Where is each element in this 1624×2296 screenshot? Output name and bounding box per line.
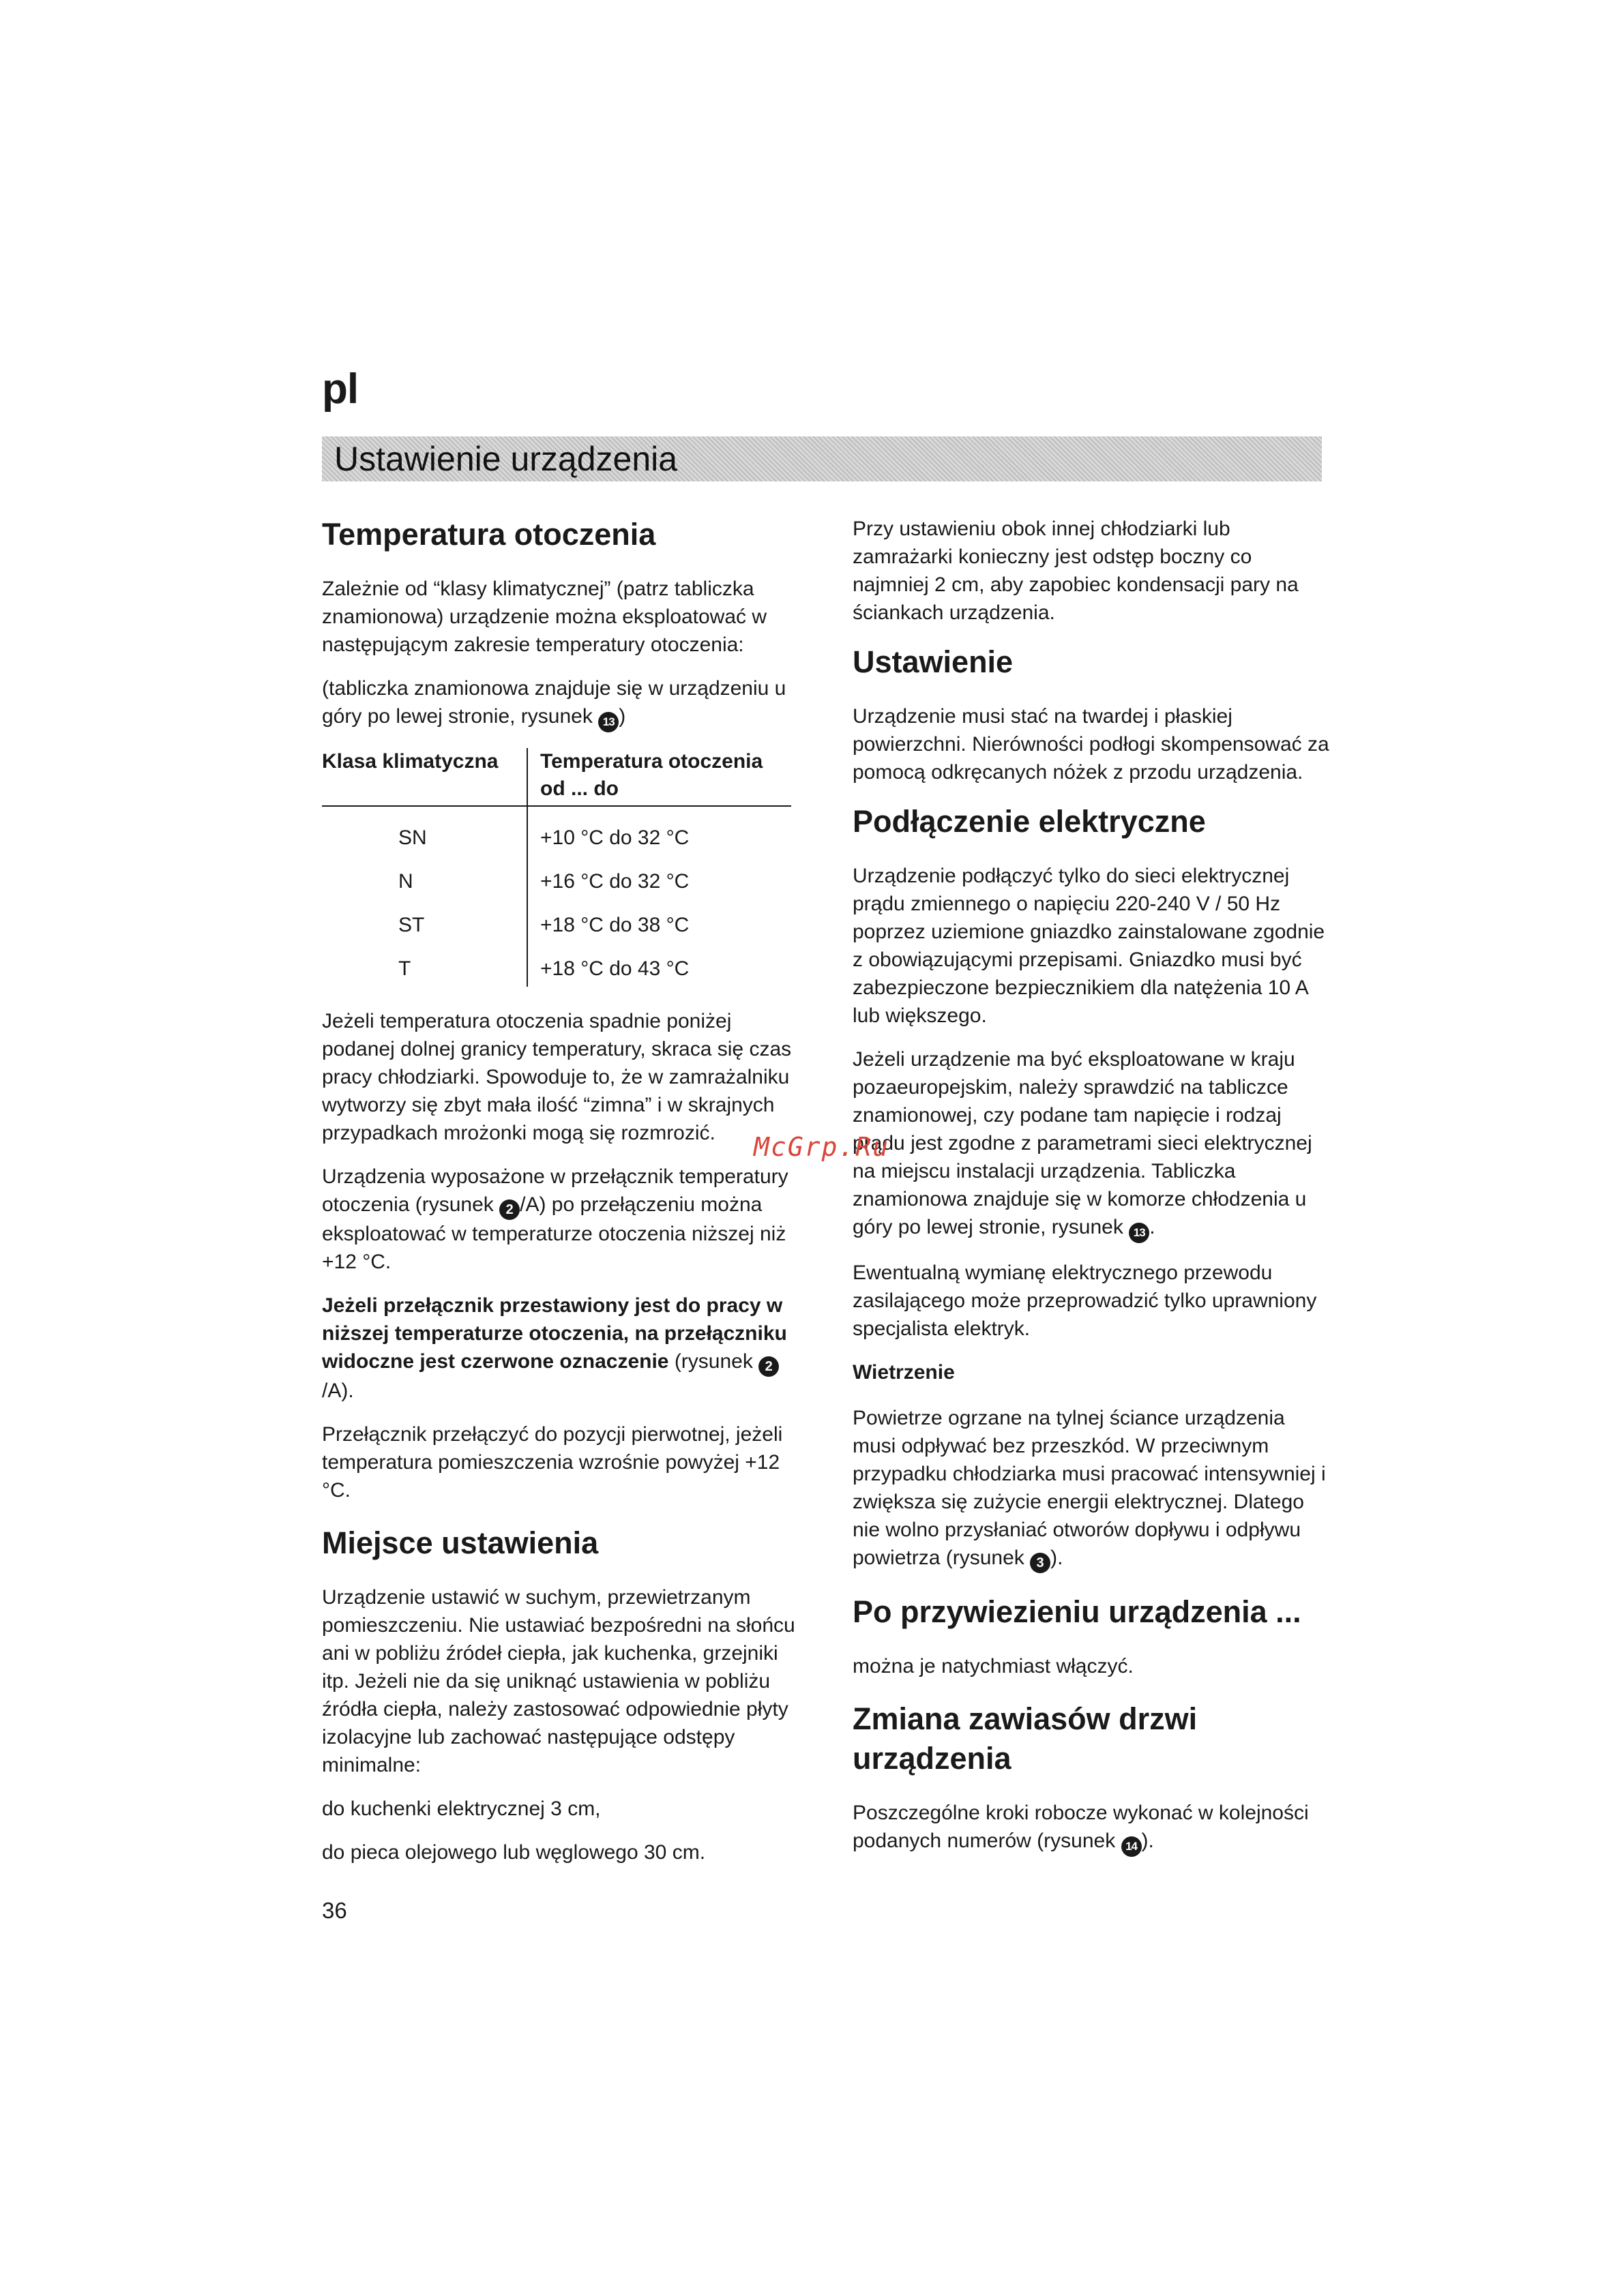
heading-wietrzenie: Wietrzenie (853, 1361, 955, 1384)
paragraph: Poszczególne kroki robocze wykonać w kolejności podanych numerów (rysunek 14 ). (853, 1799, 1330, 1857)
paragraph: można je natychmiast włączyć. (853, 1655, 1134, 1678)
heading-miejsce: Miejsce ustawienia (322, 1525, 599, 1560)
figure-ref-icon: 2 (499, 1199, 520, 1220)
paragraph: Jeżeli temperatura otoczenia spadnie poniżej podanej dolnej granicy temperatury, skraca się czas pracy chłodziarki. Spowoduje to, że w zamrażalniku wytworzy się zbyt mała ilość “zimna” i w skrajnych przypadkach mrożonki mogą się rozmrozić. (322, 1010, 792, 1144)
paragraph: Urządzenie podłączyć tylko do sieci elektrycznej prądu zmiennego o napięciu 220-240 V / 50 Hz poprzez uziemione gniazdko zainstalowane zgodnie z obowiązującymi przepisami. Gniazdko musi być zabezpieczone bezpiecznikiem dla natężenia 10 A lub większego. (853, 865, 1325, 1027)
paragraph: Urządzenia wyposażone w przełącznik temperatury otoczenia (rysunek 2 /A) po przełączeniu można eksploatować w temperaturze otoczenia niższej niż +12 °C. (322, 1165, 788, 1273)
paragraph: Urządzenie ustawić w suchym, przewietrzanym pomieszczeniu. Nie ustawiać bezpośredni na słońcu ani w pobliżu źródeł ciepła, jak kuchenka, grzejniki itp. Jeżeli nie da się uniknąć ustawienia w pobliżu źródła ciepła, należy zastosować odpowiednie płyty izolacyjne lub zachować następujące odstępy minimalne: (322, 1586, 795, 1776)
table-row (322, 904, 791, 947)
table-cell-class: SN (398, 826, 427, 849)
table-cell-class: ST (398, 914, 425, 936)
table-cell-range: +18 °C do 43 °C (540, 957, 690, 980)
heading-podlaczenie: Podłączenie elektryczne (853, 804, 1206, 839)
section-title: Ustawienie urządzenia (334, 440, 678, 478)
page-number: 36 (322, 1898, 347, 1923)
table-header-class: Klasa klimatyczna (322, 750, 499, 773)
paragraph: Urządzenie musi stać na twardej i płaskiej powierzchni. Nierówności podłogi skompensować za pomocą odkręcanych nóżek z przodu urządzenia. (853, 705, 1329, 784)
paragraph: Powietrze ogrzane na tylnej ściance urządzenia musi odpływać bez przeszkód. W przeciwnym przypadku chłodziarka musi pracować intensywniej i zwiększa się zużycie energii elektrycznej. Dlatego nie wolno przysłaniać otworów dopływu i odpływu powietrza (rysunek 3 ). (853, 1404, 1330, 1573)
right-column (853, 515, 1330, 1873)
table-cell-class: N (398, 870, 413, 893)
figure-ref-icon: 13 (598, 712, 619, 732)
figure-ref-icon: 2 (758, 1356, 779, 1377)
table-row (322, 947, 791, 991)
climate-class-table (322, 748, 791, 994)
table-cell-class: T (398, 957, 411, 980)
watermark: McGrp.Ru (754, 1132, 890, 1162)
paragraph: Ewentualną wymianę elektrycznego przewodu zasilającego może przeprowadzić tylko uprawniony specjalista elektryk. (853, 1262, 1317, 1340)
paragraph: Zależnie od “klasy klimatycznej” (patrz tabliczka znamionowa) urządzenie można eksploatować w następującym zakresie temperatury otoczenia: (322, 578, 767, 656)
language-code: pl (322, 366, 359, 413)
table-row (322, 816, 791, 860)
table-cell-range: +16 °C do 32 °C (540, 870, 690, 893)
table-cell-range: +10 °C do 32 °C (540, 826, 690, 849)
paragraph: do kuchenki elektrycznej 3 cm, (322, 1798, 601, 1820)
heading-temperatura: Temperatura otoczenia (322, 517, 656, 552)
paragraph: Przełącznik przełączyć do pozycji pierwotnej, jeżeli temperatura pomieszczenia wzrośnie powyżej +12 °C. (322, 1423, 783, 1502)
heading-ustawienie: Ustawienie (853, 644, 1014, 679)
paragraph: do pieca olejowego lub węglowego 30 cm. (322, 1841, 706, 1864)
table-cell-range: +18 °C do 38 °C (540, 914, 690, 936)
left-column (322, 515, 799, 1882)
heading-po-przywiezieniu: Po przywiezieniu urządzenia ... (853, 1594, 1301, 1629)
figure-ref-icon: 3 (1030, 1553, 1050, 1573)
heading-zmiana: Zmiana zawiasów drzwi urządzenia (853, 1701, 1198, 1776)
paragraph: Jeżeli przełącznik przestawiony jest do pracy w niższej temperaturze otoczenia, na przełączniku widoczne jest czerwone oznaczenie (rysunek 2/A). (322, 1294, 787, 1402)
figure-ref-icon: 14 (1121, 1836, 1142, 1857)
table-divider (322, 805, 791, 807)
paragraph: (tabliczka znamionowa znajduje się w urządzeniu u góry po lewej stronie, rysunek 13 ) (322, 674, 799, 732)
paragraph: Jeżeli urządzenie ma być eksploatowane w kraju pozaeuropejskim, należy sprawdzić na tabliczce znamionowej, czy podane tam napięcie i rodzaj prądu jest zgodne z parametrami sieci elektrycznej na miejscu instalacji urządzenia. Tabliczka znamionowa znajduje się w komorze chłodzenia u góry po lewej stronie, rysunek 13 . (853, 1045, 1330, 1243)
table-row (322, 860, 791, 904)
table-header-range: Temperatura otoczenia od ... do (540, 750, 763, 800)
paragraph: Przy ustawieniu obok innej chłodziarki lub zamrażarki konieczny jest odstęp boczny co najmniej 2 cm, aby zapobiec kondensacji pary na ściankach urządzenia. (853, 518, 1299, 624)
figure-ref-icon: 13 (1129, 1223, 1149, 1243)
section-banner (322, 436, 1322, 481)
